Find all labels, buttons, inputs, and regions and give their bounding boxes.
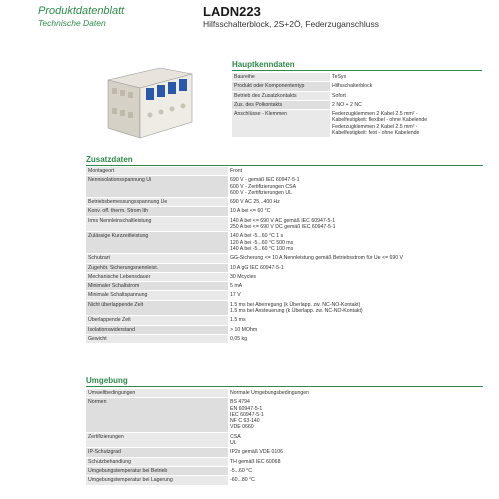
row-value xyxy=(228,272,484,281)
value-line: CSA xyxy=(230,433,241,440)
product-image xyxy=(100,60,200,142)
row-value xyxy=(228,300,484,316)
value-line: 140 A bei <= 690 V AC gemäß IEC 60947-5-1 xyxy=(230,217,335,224)
row-label: Mechanische Lebensdauer xyxy=(86,272,228,281)
row-label: Minimale Schaltspannung xyxy=(86,291,228,300)
table-row xyxy=(86,476,484,485)
table-row xyxy=(86,432,484,448)
row-label: Minimaler Schaltstrom xyxy=(86,282,228,291)
value-line: 140 A bei -5...60 °C 1 s xyxy=(230,233,284,240)
row-label: IP-Schutzgrad xyxy=(86,448,228,457)
row-value xyxy=(330,100,484,109)
row-value xyxy=(228,389,484,398)
value-line: -5...60 °C xyxy=(230,467,252,474)
value-line: 690 V - gemäß IEC 60947-5-1 xyxy=(230,177,300,184)
table-row xyxy=(86,254,484,263)
value-line: 600 V - Zertifizierungen CSA xyxy=(230,183,297,190)
row-label: Betriebsbemessungsspannung Ue xyxy=(86,198,228,207)
value-line: Normale Umgebungsbedingungen xyxy=(230,390,310,396)
row-label: Produkt oder Komponententyp xyxy=(232,82,330,91)
row-value xyxy=(228,263,484,272)
table-row xyxy=(86,291,484,300)
row-label: Zugehör. Sicherungsnennleist. xyxy=(86,263,228,272)
row-value xyxy=(330,73,484,82)
table-row xyxy=(232,100,484,109)
row-value xyxy=(330,110,484,138)
value-line: 17 V xyxy=(230,292,241,299)
value-line: UL xyxy=(230,440,237,447)
table-row xyxy=(86,300,484,316)
row-label: Konv. off. therm. Strom Ith xyxy=(86,207,228,216)
table-row xyxy=(86,325,484,334)
row-label: Umweltbedingungen xyxy=(86,389,228,398)
table-row xyxy=(86,334,484,343)
table-row xyxy=(86,263,484,272)
value-line: GG-Sicherung <= 10 A Nennleistung gemäß Betriebsstrom für Ue <= 690 V xyxy=(230,255,404,262)
value-line: 140 A bei -5...60 °C 100 ms xyxy=(230,245,294,252)
table-row xyxy=(232,73,484,82)
row-label: Umgebungstemperatur bei Lagerung xyxy=(86,476,228,485)
value-line: EN 60947-5-1 xyxy=(230,405,263,412)
row-label: Anschlüsse - Klemmen xyxy=(232,110,330,138)
value-line: Federzugklemmen 2 Kabel 2.5 mm² - xyxy=(332,123,418,130)
section-hauptkenndaten: Hauptkenndaten xyxy=(232,60,482,71)
row-label: Nicht überlappende Zeit xyxy=(86,300,228,316)
table-row xyxy=(86,398,484,432)
row-label: Zulässige Kurzzeitleistung xyxy=(86,232,228,254)
row-label: Überlappende Zeit xyxy=(86,316,228,325)
value-line: Hilfsschalterblock xyxy=(332,83,373,90)
value-line: NF C 63-140 xyxy=(230,418,260,425)
hauptkenndaten-table xyxy=(232,73,484,138)
value-line: Front xyxy=(230,168,243,174)
row-value xyxy=(228,167,484,176)
product-code: LADN223 xyxy=(203,4,261,19)
row-value xyxy=(228,291,484,300)
row-label: Baureihe xyxy=(232,73,330,82)
value-line: 2 NO + 2 NC xyxy=(332,101,362,108)
table-row xyxy=(86,207,484,216)
value-line: 690 V AC 25...400 Hz xyxy=(230,199,280,206)
row-label: Montageort xyxy=(86,167,228,176)
zusatzdaten-table xyxy=(86,167,484,344)
header-left xyxy=(38,5,198,29)
row-value xyxy=(228,398,484,432)
value-line: IP2x gemäß VDE 0106 xyxy=(230,449,284,456)
value-line: Kabelfestigkeit: flexibel - ohne Kabelende xyxy=(332,117,428,124)
row-value xyxy=(330,91,484,100)
row-value xyxy=(228,457,484,466)
value-line: 1.5 ms bei Aberregung (k Überlapp. zw. NC-NO-Kontakt) xyxy=(230,301,361,308)
row-label: Gewicht xyxy=(86,334,228,343)
value-line: 120 A bei -5...60 °C 500 ms xyxy=(230,239,294,246)
value-line: TH gemäß IEC 60068 xyxy=(230,458,281,465)
row-value xyxy=(228,432,484,448)
value-line: 1.5 ms xyxy=(230,317,246,324)
row-value xyxy=(228,198,484,207)
value-line: 600 V - Zertifizierungen UL xyxy=(230,189,292,196)
row-value xyxy=(228,176,484,198)
row-label: Zertifizierungen xyxy=(86,432,228,448)
table-row xyxy=(86,389,484,398)
value-line: 5 mA xyxy=(230,283,243,290)
row-label: Schutzart xyxy=(86,254,228,263)
row-value xyxy=(228,216,484,232)
doc-subtitle: Technische Daten xyxy=(38,18,106,28)
row-label: Umgebungstemperatur bei Betrieb xyxy=(86,466,228,475)
umgebung-table xyxy=(86,389,484,486)
value-line: 0,05 kg xyxy=(230,335,248,342)
table-row xyxy=(86,272,484,281)
table-row xyxy=(86,466,484,475)
row-value xyxy=(228,316,484,325)
row-value xyxy=(228,254,484,263)
table-row xyxy=(232,82,484,91)
value-line: VDE 0660 xyxy=(230,424,254,431)
row-value xyxy=(228,466,484,475)
value-line: Kabelfestigkeit: fest - ohne Kabelende xyxy=(332,130,420,137)
row-value xyxy=(228,448,484,457)
table-row xyxy=(86,316,484,325)
table-row xyxy=(86,457,484,466)
row-value xyxy=(228,207,484,216)
doc-title: Produktdatenblatt xyxy=(38,5,125,17)
row-value xyxy=(228,282,484,291)
row-label: Betrieb des Zusatzkontakts xyxy=(232,91,330,100)
row-label: Schutzbehandlung xyxy=(86,457,228,466)
value-line: Sofort xyxy=(332,92,346,99)
row-value xyxy=(228,232,484,254)
header-right xyxy=(203,4,493,30)
row-label: Irms Nennleinschaltleistung xyxy=(86,216,228,232)
table-row xyxy=(86,448,484,457)
row-label: Isolationswiderstand xyxy=(86,325,228,334)
row-label: Nennisolationsspannung Ui xyxy=(86,176,228,198)
row-value xyxy=(228,334,484,343)
section-umgebung: Umgebung xyxy=(86,376,483,387)
table-row xyxy=(86,167,484,176)
value-line: IEC 60947-5-1 xyxy=(230,411,264,418)
table-row xyxy=(86,216,484,232)
row-value xyxy=(228,476,484,485)
product-description: Hilfsschalterblock, 2S+2Ö, Federzuganschluss xyxy=(203,19,379,29)
row-label: Zus. des Polkontakts xyxy=(232,100,330,109)
value-line: TeSys xyxy=(332,74,347,80)
section-zusatzdaten: Zusatzdaten xyxy=(86,155,483,166)
table-row xyxy=(232,91,484,100)
row-label: Normen xyxy=(86,398,228,432)
row-value xyxy=(330,82,484,91)
value-line: > 10 MOhm xyxy=(230,326,258,333)
value-line: -60...80 °C xyxy=(230,477,255,484)
value-line: 250 A bei <= 690 V DC gemäß IEC 60947-5-1 xyxy=(230,224,336,231)
row-value xyxy=(228,325,484,334)
value-line: Federzugklemmen 2 Kabel 2.5 mm² - xyxy=(332,111,418,118)
table-row xyxy=(86,282,484,291)
table-row xyxy=(232,110,484,138)
value-line: 10 A bei <= 60 °C xyxy=(230,208,271,215)
value-line: 30 Mcycles xyxy=(230,273,256,280)
table-row xyxy=(86,176,484,198)
value-line: 10 A gG IEC 60947-5-1 xyxy=(230,264,284,271)
table-row xyxy=(86,198,484,207)
value-line: 1.5 ms bei Ansteuerung (k Überlapp. zw. NC-NO-Kontakt) xyxy=(230,308,363,315)
table-row xyxy=(86,232,484,254)
value-line: BS 4794 xyxy=(230,399,250,406)
